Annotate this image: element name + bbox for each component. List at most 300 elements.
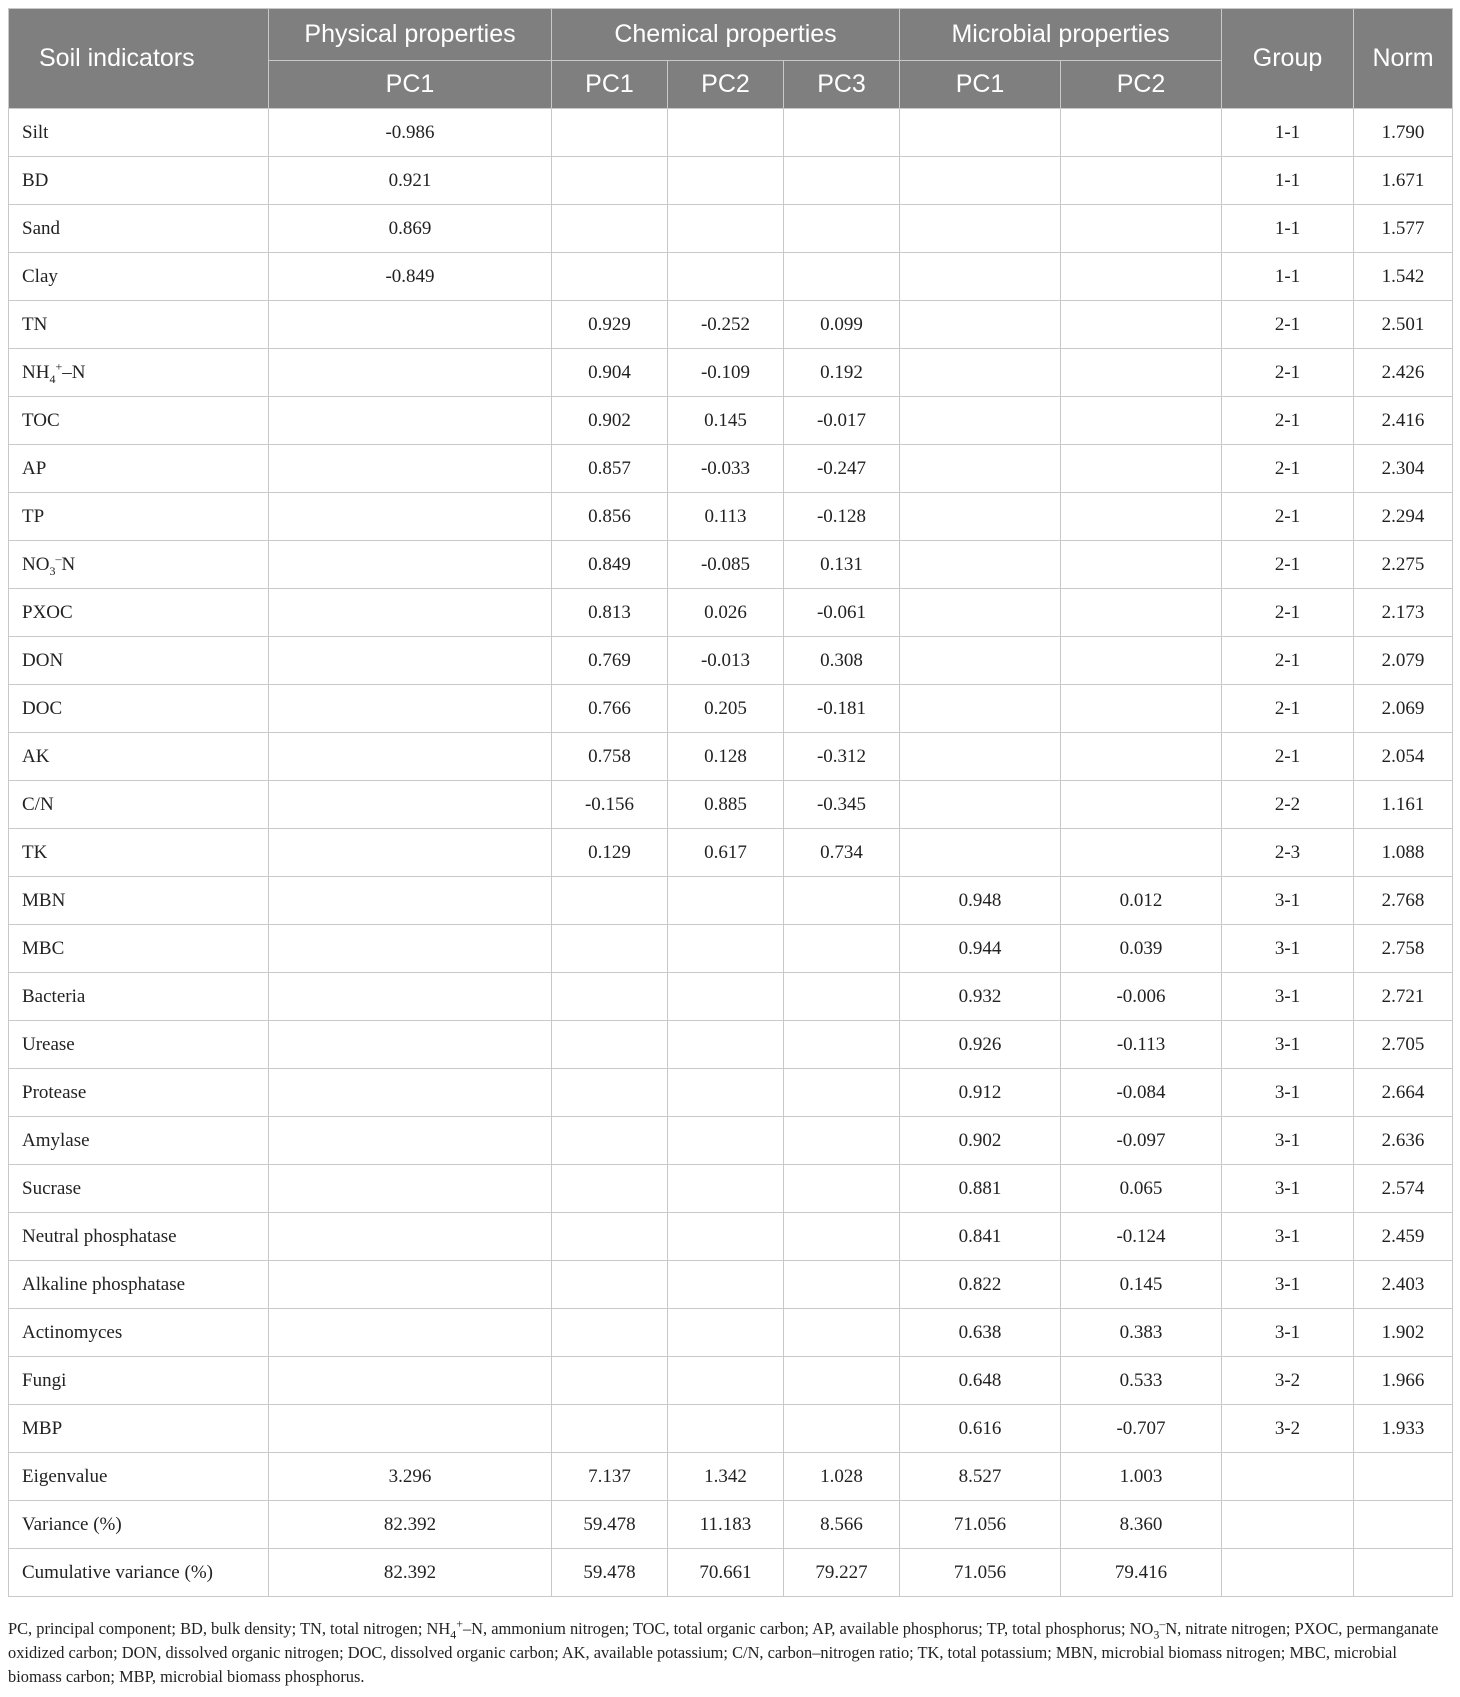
table-row <box>9 589 1453 637</box>
cell-phys-pc1: -0.849 <box>269 253 552 301</box>
cell-norm: 1.966 <box>1354 1357 1453 1405</box>
cell-chem-pc3: -0.247 <box>784 445 900 493</box>
cell-chem-pc3 <box>784 205 900 253</box>
cell-mic-pc2 <box>1061 781 1222 829</box>
cell-norm <box>1354 1501 1453 1549</box>
cell-norm: 2.069 <box>1354 685 1453 733</box>
cell-chem-pc1: 0.769 <box>552 637 668 685</box>
cell-chem-pc1 <box>552 253 668 301</box>
cell-chem-pc2 <box>668 1261 784 1309</box>
cell-mic-pc1: 0.648 <box>900 1357 1061 1405</box>
cell-mic-pc1: 0.944 <box>900 925 1061 973</box>
cell-chem-pc2: 1.342 <box>668 1453 784 1501</box>
cell-chem-pc1: 0.929 <box>552 301 668 349</box>
cell-mic-pc1 <box>900 733 1061 781</box>
cell-group: 3-1 <box>1222 1021 1354 1069</box>
soil-indicator-name: Bacteria <box>9 973 269 1021</box>
cell-mic-pc1: 0.822 <box>900 1261 1061 1309</box>
footnote-nh4-superscript: + <box>456 1616 463 1631</box>
cell-phys-pc1 <box>269 1357 552 1405</box>
cell-norm: 2.459 <box>1354 1213 1453 1261</box>
cell-chem-pc1 <box>552 1117 668 1165</box>
cell-phys-pc1 <box>269 829 552 877</box>
cell-mic-pc2 <box>1061 541 1222 589</box>
table-row <box>9 877 1453 925</box>
cell-chem-pc2: -0.033 <box>668 445 784 493</box>
cell-norm: 2.758 <box>1354 925 1453 973</box>
cell-chem-pc2 <box>668 253 784 301</box>
cell-chem-pc1 <box>552 1261 668 1309</box>
cell-group: 1-1 <box>1222 109 1354 157</box>
cell-norm: 2.705 <box>1354 1021 1453 1069</box>
table-row <box>9 1261 1453 1309</box>
cell-chem-pc3 <box>784 1261 900 1309</box>
cell-norm: 1.902 <box>1354 1309 1453 1357</box>
cell-chem-pc3 <box>784 1213 900 1261</box>
soil-indicator-name-part: NH <box>22 361 50 383</box>
cell-chem-pc3: -0.017 <box>784 397 900 445</box>
cell-chem-pc1: 7.137 <box>552 1453 668 1501</box>
cell-chem-pc3: -0.312 <box>784 733 900 781</box>
table-row <box>9 1021 1453 1069</box>
cell-group <box>1222 1501 1354 1549</box>
cell-chem-pc1 <box>552 877 668 925</box>
cell-chem-pc2: 0.128 <box>668 733 784 781</box>
cell-mic-pc2: -0.084 <box>1061 1069 1222 1117</box>
cell-norm: 2.173 <box>1354 589 1453 637</box>
cell-mic-pc2: -0.124 <box>1061 1213 1222 1261</box>
cell-phys-pc1 <box>269 349 552 397</box>
header-microbial-pc1: PC1 <box>900 61 1061 109</box>
cell-mic-pc2: -0.006 <box>1061 973 1222 1021</box>
cell-phys-pc1: 0.921 <box>269 157 552 205</box>
cell-group: 3-1 <box>1222 1165 1354 1213</box>
cell-mic-pc2 <box>1061 493 1222 541</box>
soil-indicator-name <box>9 541 269 589</box>
cell-chem-pc3 <box>784 1357 900 1405</box>
cell-chem-pc2 <box>668 1405 784 1453</box>
cell-phys-pc1 <box>269 973 552 1021</box>
cell-chem-pc3 <box>784 109 900 157</box>
cell-chem-pc1: 0.902 <box>552 397 668 445</box>
cell-chem-pc2: 0.145 <box>668 397 784 445</box>
cell-phys-pc1 <box>269 1069 552 1117</box>
table-row <box>9 541 1453 589</box>
cell-mic-pc2 <box>1061 589 1222 637</box>
cell-mic-pc2 <box>1061 445 1222 493</box>
cell-group: 2-1 <box>1222 685 1354 733</box>
cell-chem-pc3: 0.099 <box>784 301 900 349</box>
cell-mic-pc1: 0.841 <box>900 1213 1061 1261</box>
footnote-no3-subscript: 3 <box>1153 1627 1160 1642</box>
cell-chem-pc1 <box>552 1405 668 1453</box>
cell-group: 2-1 <box>1222 301 1354 349</box>
cell-phys-pc1 <box>269 877 552 925</box>
cell-mic-pc1: 0.616 <box>900 1405 1061 1453</box>
cell-chem-pc1 <box>552 1165 668 1213</box>
cell-mic-pc2 <box>1061 301 1222 349</box>
cell-chem-pc3 <box>784 973 900 1021</box>
cell-norm: 2.275 <box>1354 541 1453 589</box>
cell-mic-pc1 <box>900 349 1061 397</box>
cell-norm <box>1354 1453 1453 1501</box>
cell-mic-pc1: 0.912 <box>900 1069 1061 1117</box>
cell-chem-pc2 <box>668 973 784 1021</box>
cell-chem-pc1: 0.849 <box>552 541 668 589</box>
cell-group: 3-1 <box>1222 877 1354 925</box>
header-microbial-pc2: PC2 <box>1061 61 1222 109</box>
cell-group: 2-1 <box>1222 349 1354 397</box>
cell-mic-pc2 <box>1061 109 1222 157</box>
cell-norm: 2.054 <box>1354 733 1453 781</box>
cell-norm: 2.403 <box>1354 1261 1453 1309</box>
soil-indicator-name-part: + <box>55 359 63 374</box>
cell-norm: 2.416 <box>1354 397 1453 445</box>
cell-chem-pc2 <box>668 877 784 925</box>
cell-mic-pc1: 0.638 <box>900 1309 1061 1357</box>
table-row <box>9 349 1453 397</box>
table-row <box>9 1213 1453 1261</box>
soil-indicator-name: Neutral phosphatase <box>9 1213 269 1261</box>
cell-norm: 2.574 <box>1354 1165 1453 1213</box>
cell-group: 2-1 <box>1222 589 1354 637</box>
table-header <box>9 9 1453 109</box>
header-chemical-pc1: PC1 <box>552 61 668 109</box>
cell-group: 2-2 <box>1222 781 1354 829</box>
table-row <box>9 685 1453 733</box>
soil-indicator-name: Urease <box>9 1021 269 1069</box>
cell-group: 1-1 <box>1222 157 1354 205</box>
cell-chem-pc2 <box>668 1309 784 1357</box>
cell-chem-pc3 <box>784 1069 900 1117</box>
cell-chem-pc2 <box>668 925 784 973</box>
header-physical-properties: Physical properties <box>269 9 552 61</box>
cell-norm: 2.294 <box>1354 493 1453 541</box>
cell-mic-pc2: 0.145 <box>1061 1261 1222 1309</box>
cell-mic-pc1 <box>900 157 1061 205</box>
cell-chem-pc2 <box>668 1213 784 1261</box>
cell-group: 2-1 <box>1222 541 1354 589</box>
table-row <box>9 397 1453 445</box>
cell-mic-pc1 <box>900 301 1061 349</box>
table-row <box>9 1357 1453 1405</box>
cell-chem-pc3 <box>784 1117 900 1165</box>
cell-chem-pc1 <box>552 1021 668 1069</box>
soil-indicator-name: TP <box>9 493 269 541</box>
cell-chem-pc2: 70.661 <box>668 1549 784 1597</box>
cell-norm: 1.088 <box>1354 829 1453 877</box>
footnote-no3-superscript: – <box>1159 1616 1166 1631</box>
cell-chem-pc3 <box>784 253 900 301</box>
cell-norm: 2.079 <box>1354 637 1453 685</box>
cell-group <box>1222 1453 1354 1501</box>
cell-chem-pc2: 0.113 <box>668 493 784 541</box>
cell-chem-pc1: -0.156 <box>552 781 668 829</box>
header-microbial-properties: Microbial properties <box>900 9 1222 61</box>
cell-mic-pc2: -0.707 <box>1061 1405 1222 1453</box>
cell-mic-pc1 <box>900 589 1061 637</box>
cell-chem-pc2: 0.205 <box>668 685 784 733</box>
table-row <box>9 301 1453 349</box>
table-row <box>9 109 1453 157</box>
cell-group: 2-1 <box>1222 493 1354 541</box>
table-row <box>9 1165 1453 1213</box>
cell-phys-pc1 <box>269 925 552 973</box>
header-chemical-properties: Chemical properties <box>552 9 900 61</box>
cell-phys-pc1 <box>269 637 552 685</box>
cell-group: 3-1 <box>1222 1213 1354 1261</box>
header-soil-indicators: Soil indicators <box>9 9 269 109</box>
cell-norm: 1.933 <box>1354 1405 1453 1453</box>
cell-chem-pc3: -0.181 <box>784 685 900 733</box>
cell-mic-pc1: 71.056 <box>900 1501 1061 1549</box>
cell-mic-pc2 <box>1061 349 1222 397</box>
footnote-part-2: –N, ammonium nitrogen; TOC, total organic carbon; AP, available phosphorus; TP, total phosphorus; NO <box>462 1619 1154 1638</box>
table-row <box>9 733 1453 781</box>
cell-chem-pc2: -0.109 <box>668 349 784 397</box>
cell-mic-pc2 <box>1061 253 1222 301</box>
cell-group: 3-1 <box>1222 973 1354 1021</box>
footnote-nh4-subscript: 4 <box>450 1627 457 1642</box>
soil-indicator-name: MBC <box>9 925 269 973</box>
cell-group: 1-1 <box>1222 253 1354 301</box>
table-row <box>9 253 1453 301</box>
cell-mic-pc1: 71.056 <box>900 1549 1061 1597</box>
cell-group: 2-3 <box>1222 829 1354 877</box>
soil-indicator-name: Silt <box>9 109 269 157</box>
header-group: Group <box>1222 9 1354 109</box>
cell-group: 2-1 <box>1222 637 1354 685</box>
cell-chem-pc2: 0.617 <box>668 829 784 877</box>
soil-indicator-name: Protease <box>9 1069 269 1117</box>
cell-chem-pc1: 0.766 <box>552 685 668 733</box>
cell-norm: 1.671 <box>1354 157 1453 205</box>
cell-norm: 1.577 <box>1354 205 1453 253</box>
cell-chem-pc3 <box>784 1309 900 1357</box>
cell-chem-pc2 <box>668 157 784 205</box>
cell-chem-pc1: 59.478 <box>552 1501 668 1549</box>
soil-indicator-name: DON <box>9 637 269 685</box>
cell-mic-pc2: 79.416 <box>1061 1549 1222 1597</box>
cell-phys-pc1 <box>269 685 552 733</box>
cell-chem-pc2: 0.885 <box>668 781 784 829</box>
cell-chem-pc1: 0.129 <box>552 829 668 877</box>
cell-chem-pc1 <box>552 925 668 973</box>
table-row <box>9 493 1453 541</box>
cell-chem-pc1 <box>552 109 668 157</box>
soil-indicator-name: Clay <box>9 253 269 301</box>
cell-mic-pc1 <box>900 253 1061 301</box>
cell-mic-pc1 <box>900 445 1061 493</box>
cell-chem-pc2 <box>668 205 784 253</box>
cell-chem-pc3: 1.028 <box>784 1453 900 1501</box>
cell-mic-pc2: 0.383 <box>1061 1309 1222 1357</box>
cell-norm: 2.304 <box>1354 445 1453 493</box>
cell-chem-pc1 <box>552 1213 668 1261</box>
cell-phys-pc1 <box>269 541 552 589</box>
cell-chem-pc3: -0.061 <box>784 589 900 637</box>
cell-mic-pc1 <box>900 685 1061 733</box>
pca-table <box>8 8 1453 1597</box>
cell-group: 2-1 <box>1222 397 1354 445</box>
soil-indicator-name: BD <box>9 157 269 205</box>
footnote-part-1: PC, principal component; BD, bulk density; TN, total nitrogen; NH <box>8 1619 451 1638</box>
header-norm: Norm <box>1354 9 1453 109</box>
cell-mic-pc2: 0.039 <box>1061 925 1222 973</box>
cell-mic-pc1: 0.926 <box>900 1021 1061 1069</box>
cell-mic-pc1 <box>900 493 1061 541</box>
cell-mic-pc1 <box>900 541 1061 589</box>
cell-chem-pc1: 0.904 <box>552 349 668 397</box>
cell-chem-pc1: 0.813 <box>552 589 668 637</box>
soil-indicator-name: DOC <box>9 685 269 733</box>
cell-chem-pc1 <box>552 205 668 253</box>
cell-mic-pc1 <box>900 781 1061 829</box>
soil-indicator-name-part: –N <box>62 361 86 383</box>
cell-group <box>1222 1549 1354 1597</box>
table-row <box>9 205 1453 253</box>
cell-phys-pc1 <box>269 1405 552 1453</box>
soil-indicator-name: AK <box>9 733 269 781</box>
soil-indicator-name: TK <box>9 829 269 877</box>
cell-phys-pc1: 0.869 <box>269 205 552 253</box>
cell-norm: 2.636 <box>1354 1117 1453 1165</box>
cell-norm: 2.721 <box>1354 973 1453 1021</box>
soil-indicator-name-part: NO <box>22 553 50 575</box>
cell-chem-pc1 <box>552 157 668 205</box>
cell-chem-pc1: 0.857 <box>552 445 668 493</box>
cell-norm: 2.768 <box>1354 877 1453 925</box>
cell-mic-pc2: 8.360 <box>1061 1501 1222 1549</box>
cell-phys-pc1: -0.986 <box>269 109 552 157</box>
soil-indicator-name-part: – <box>55 551 62 566</box>
soil-indicator-name: Sand <box>9 205 269 253</box>
cell-norm: 2.426 <box>1354 349 1453 397</box>
cell-chem-pc1: 0.856 <box>552 493 668 541</box>
cell-mic-pc1: 0.881 <box>900 1165 1061 1213</box>
cell-phys-pc1 <box>269 733 552 781</box>
cell-chem-pc3: 0.308 <box>784 637 900 685</box>
cell-mic-pc2 <box>1061 157 1222 205</box>
cell-mic-pc2 <box>1061 205 1222 253</box>
cell-phys-pc1 <box>269 589 552 637</box>
soil-indicator-name: Alkaline phosphatase <box>9 1261 269 1309</box>
cell-chem-pc2 <box>668 1069 784 1117</box>
cell-phys-pc1 <box>269 1261 552 1309</box>
cell-mic-pc1 <box>900 397 1061 445</box>
cell-chem-pc2 <box>668 109 784 157</box>
cell-chem-pc3 <box>784 157 900 205</box>
cell-norm: 1.161 <box>1354 781 1453 829</box>
cell-group: 3-1 <box>1222 1309 1354 1357</box>
cell-chem-pc3 <box>784 1405 900 1453</box>
cell-group: 3-1 <box>1222 1261 1354 1309</box>
cell-mic-pc1: 0.902 <box>900 1117 1061 1165</box>
cell-mic-pc2: 0.065 <box>1061 1165 1222 1213</box>
cell-mic-pc2: -0.113 <box>1061 1021 1222 1069</box>
table-footnote <box>8 1617 1452 1689</box>
cell-chem-pc1 <box>552 1069 668 1117</box>
cell-norm: 2.664 <box>1354 1069 1453 1117</box>
table-row <box>9 1549 1453 1597</box>
cell-chem-pc3: 8.566 <box>784 1501 900 1549</box>
cell-mic-pc2: -0.097 <box>1061 1117 1222 1165</box>
cell-chem-pc2: 11.183 <box>668 1501 784 1549</box>
soil-indicator-name: PXOC <box>9 589 269 637</box>
cell-mic-pc1 <box>900 205 1061 253</box>
cell-phys-pc1 <box>269 781 552 829</box>
soil-indicator-name-part: 3 <box>49 563 56 578</box>
header-chemical-pc3: PC3 <box>784 61 900 109</box>
cell-chem-pc1 <box>552 1357 668 1405</box>
cell-group: 2-1 <box>1222 445 1354 493</box>
cell-group: 2-1 <box>1222 733 1354 781</box>
cell-chem-pc2: -0.252 <box>668 301 784 349</box>
cell-chem-pc1 <box>552 1309 668 1357</box>
cell-group: 3-2 <box>1222 1357 1354 1405</box>
cell-chem-pc3: 0.192 <box>784 349 900 397</box>
cell-phys-pc1: 82.392 <box>269 1549 552 1597</box>
table-row <box>9 1405 1453 1453</box>
cell-phys-pc1 <box>269 445 552 493</box>
table-body <box>9 109 1453 1597</box>
soil-indicator-name: Sucrase <box>9 1165 269 1213</box>
cell-chem-pc2 <box>668 1165 784 1213</box>
cell-chem-pc3 <box>784 1165 900 1213</box>
cell-norm: 2.501 <box>1354 301 1453 349</box>
cell-chem-pc3: 0.131 <box>784 541 900 589</box>
cell-chem-pc2 <box>668 1021 784 1069</box>
cell-phys-pc1 <box>269 397 552 445</box>
cell-phys-pc1 <box>269 1309 552 1357</box>
table-row <box>9 1117 1453 1165</box>
cell-chem-pc3: 0.734 <box>784 829 900 877</box>
table-row <box>9 1453 1453 1501</box>
cell-mic-pc1: 0.948 <box>900 877 1061 925</box>
cell-chem-pc1: 0.758 <box>552 733 668 781</box>
soil-indicator-name: Eigenvalue <box>9 1453 269 1501</box>
soil-indicator-name: MBP <box>9 1405 269 1453</box>
cell-mic-pc2 <box>1061 685 1222 733</box>
cell-chem-pc3: 79.227 <box>784 1549 900 1597</box>
footnote-part-3: N, nitrate nitrogen; PXOC, permanganate oxidized carbon; DON, dissolved organic nitrogen; DOC, dissolved organic carbon; AK, available potassium; C/N, carbon–nitrogen ratio; TK, total potassium; MBN, microbial biomass nitrogen; MBC, microbial biomass carbon; MBP, microbial biomass phosphorus. <box>8 1619 1439 1686</box>
soil-indicator-name <box>9 349 269 397</box>
cell-mic-pc2 <box>1061 637 1222 685</box>
table-row <box>9 1309 1453 1357</box>
cell-mic-pc2 <box>1061 733 1222 781</box>
cell-group: 1-1 <box>1222 205 1354 253</box>
cell-chem-pc3: -0.345 <box>784 781 900 829</box>
cell-phys-pc1: 3.296 <box>269 1453 552 1501</box>
soil-indicator-name-part: N <box>61 553 76 575</box>
soil-indicator-name: Actinomyces <box>9 1309 269 1357</box>
table-row <box>9 829 1453 877</box>
cell-phys-pc1 <box>269 1165 552 1213</box>
header-physical-pc1: PC1 <box>269 61 552 109</box>
soil-indicator-name: Variance (%) <box>9 1501 269 1549</box>
cell-chem-pc3 <box>784 1021 900 1069</box>
cell-norm: 1.542 <box>1354 253 1453 301</box>
table-row <box>9 781 1453 829</box>
cell-norm <box>1354 1549 1453 1597</box>
cell-mic-pc1: 8.527 <box>900 1453 1061 1501</box>
cell-mic-pc2 <box>1061 829 1222 877</box>
cell-chem-pc2: 0.026 <box>668 589 784 637</box>
cell-mic-pc1 <box>900 637 1061 685</box>
cell-phys-pc1: 82.392 <box>269 1501 552 1549</box>
soil-indicator-name-part: 4 <box>49 371 56 386</box>
cell-phys-pc1 <box>269 1021 552 1069</box>
